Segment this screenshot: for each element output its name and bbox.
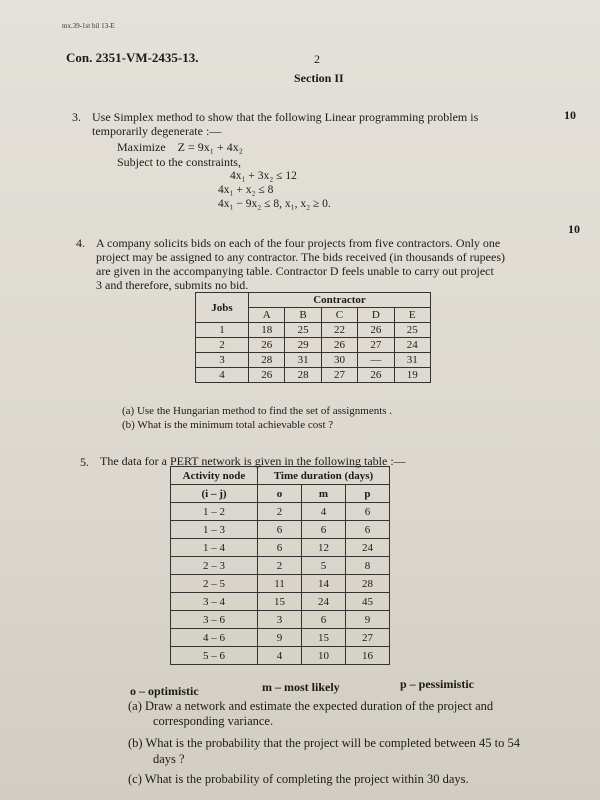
q4-line-1: A company solicits bids on each of the four projects from five contractors. Only one <box>96 236 501 250</box>
bid-cell: 26 <box>249 338 285 353</box>
bid-cell: 18 <box>249 323 285 338</box>
jobs-header: Jobs <box>196 293 249 323</box>
time-cell: 10 <box>301 647 345 665</box>
ij-header: (i – j) <box>171 485 258 503</box>
bid-cell: 19 <box>394 368 430 383</box>
bid-cell: 24 <box>394 338 430 353</box>
paper-code: Con. 2351-VM-2435-13. <box>66 50 199 65</box>
col-header: C <box>321 308 357 323</box>
bid-cell: 30 <box>321 353 357 368</box>
bid-cell: — <box>358 353 394 368</box>
bid-cell: 31 <box>394 353 430 368</box>
bid-cell: 27 <box>358 338 394 353</box>
job-cell: 3 <box>196 353 249 368</box>
legend-pessimistic: p – pessimistic <box>400 677 475 691</box>
q4-part-a: (a) Use the Hungarian method to find the set of assignments . <box>122 405 393 417</box>
q3-constraint-1: 4x₁ + 3x₂ ≤ 12 <box>230 170 297 182</box>
node-cell: 1 – 2 <box>171 503 258 521</box>
time-cell: 6 <box>345 521 389 539</box>
table-row <box>171 647 390 665</box>
q4-part-b: (b) What is the minimum total achievable cost ? <box>122 419 334 431</box>
col-header: m <box>301 485 345 503</box>
node-cell: 5 – 6 <box>171 647 258 665</box>
job-cell: 1 <box>196 323 249 338</box>
bid-cell: 26 <box>321 338 357 353</box>
time-cell: 16 <box>345 647 389 665</box>
time-cell: 5 <box>301 557 345 575</box>
node-cell: 1 – 4 <box>171 539 258 557</box>
section-title: Section II <box>294 71 344 85</box>
time-cell: 6 <box>301 521 345 539</box>
bid-cell: 22 <box>321 323 357 338</box>
small-code: mx.39-1st bil 13-E <box>62 22 115 30</box>
bid-cell: 28 <box>285 368 321 383</box>
time-cell: 6 <box>345 503 389 521</box>
time-cell: 15 <box>301 629 345 647</box>
q5-part-a-1: (a) Draw a network and estimate the expected duration of the project and <box>128 699 494 713</box>
table-row <box>171 539 390 557</box>
q3-number: 3. <box>72 110 81 124</box>
col-header: E <box>394 308 430 323</box>
q3-subject: Subject to the constraints, <box>117 155 241 169</box>
time-cell: 14 <box>301 575 345 593</box>
legend-optimistic: o – optimistic <box>130 684 199 698</box>
q3-objective: Maximize Z = 9x₁ + 4x₂ <box>117 140 243 154</box>
time-cell: 6 <box>258 539 302 557</box>
time-cell: 27 <box>345 629 389 647</box>
bid-cell: 27 <box>321 368 357 383</box>
q4-line-3: are given in the accompanying table. Contractor D feels unable to carry out project <box>96 264 494 278</box>
time-cell: 8 <box>345 557 389 575</box>
table-row <box>171 557 390 575</box>
node-cell: 2 – 5 <box>171 575 258 593</box>
q4-number: 4. <box>76 236 85 250</box>
table-row <box>196 353 431 368</box>
legend-most-likely: m – most likely <box>262 680 340 694</box>
page-number: 2 <box>314 52 320 66</box>
activity-node-header: Activity node <box>171 467 258 485</box>
time-cell: 2 <box>258 503 302 521</box>
time-cell: 15 <box>258 593 302 611</box>
table-row <box>171 593 390 611</box>
q4-marks: 10 <box>568 222 580 236</box>
bid-cell: 25 <box>394 323 430 338</box>
time-cell: 45 <box>345 593 389 611</box>
bid-cell: 26 <box>249 368 285 383</box>
time-cell: 9 <box>258 629 302 647</box>
q3-line1: Use Simplex method to show that the following Linear programming problem is <box>92 110 479 124</box>
q5-number: 5. <box>80 455 89 469</box>
table-row <box>171 575 390 593</box>
q3-line2: temporarily degenerate :— <box>92 124 222 138</box>
q5-part-b-2: days ? <box>153 752 185 766</box>
q5-part-b-1: (b) What is the probability that the project will be completed between 45 to 54 <box>128 736 521 750</box>
time-cell: 3 <box>258 611 302 629</box>
bid-cell: 31 <box>285 353 321 368</box>
bid-cell: 26 <box>358 323 394 338</box>
job-cell: 2 <box>196 338 249 353</box>
node-cell: 3 – 6 <box>171 611 258 629</box>
col-header: o <box>258 485 302 503</box>
bid-cell: 25 <box>285 323 321 338</box>
time-cell: 9 <box>345 611 389 629</box>
table-row <box>171 503 390 521</box>
col-header: p <box>345 485 389 503</box>
q5-intro: The data for a PERT network is given in the following table :— <box>100 454 406 468</box>
time-cell: 24 <box>301 593 345 611</box>
col-header: D <box>358 308 394 323</box>
table-row <box>196 368 431 383</box>
q3-constraint-2: 4x₁ + x₂ ≤ 8 <box>218 184 274 196</box>
time-cell: 6 <box>258 521 302 539</box>
bid-cell: 28 <box>249 353 285 368</box>
q4-line-4: 3 and therefore, submits no bid. <box>96 278 249 292</box>
q5-part-a-2: corresponding variance. <box>153 714 274 728</box>
table-row <box>196 338 431 353</box>
node-cell: 2 – 3 <box>171 557 258 575</box>
time-cell: 24 <box>345 539 389 557</box>
bid-cell: 29 <box>285 338 321 353</box>
table-row <box>171 611 390 629</box>
time-cell: 2 <box>258 557 302 575</box>
col-header: B <box>285 308 321 323</box>
table-row <box>171 521 390 539</box>
bids-table <box>195 292 431 383</box>
time-cell: 6 <box>301 611 345 629</box>
time-cell: 4 <box>301 503 345 521</box>
node-cell: 1 – 3 <box>171 521 258 539</box>
pert-table <box>170 466 390 665</box>
q3-constraint-3: 4x₁ − 9x₂ ≤ 8, x₁, x₂ ≥ 0. <box>218 198 331 210</box>
col-header: A <box>249 308 285 323</box>
table-row <box>196 323 431 338</box>
contractor-header: Contractor <box>249 293 431 308</box>
node-cell: 3 – 4 <box>171 593 258 611</box>
time-cell: 28 <box>345 575 389 593</box>
time-cell: 4 <box>258 647 302 665</box>
table-row <box>171 629 390 647</box>
job-cell: 4 <box>196 368 249 383</box>
bid-cell: 26 <box>358 368 394 383</box>
time-cell: 12 <box>301 539 345 557</box>
time-duration-header: Time duration (days) <box>258 467 390 485</box>
node-cell: 4 – 6 <box>171 629 258 647</box>
q5-part-c: (c) What is the probability of completing the project within 30 days. <box>128 772 469 786</box>
time-cell: 11 <box>258 575 302 593</box>
q3-marks: 10 <box>564 108 576 122</box>
q4-line-2: project may be assigned to any contractor. The bids received (in thousands of rupees) <box>96 250 505 264</box>
